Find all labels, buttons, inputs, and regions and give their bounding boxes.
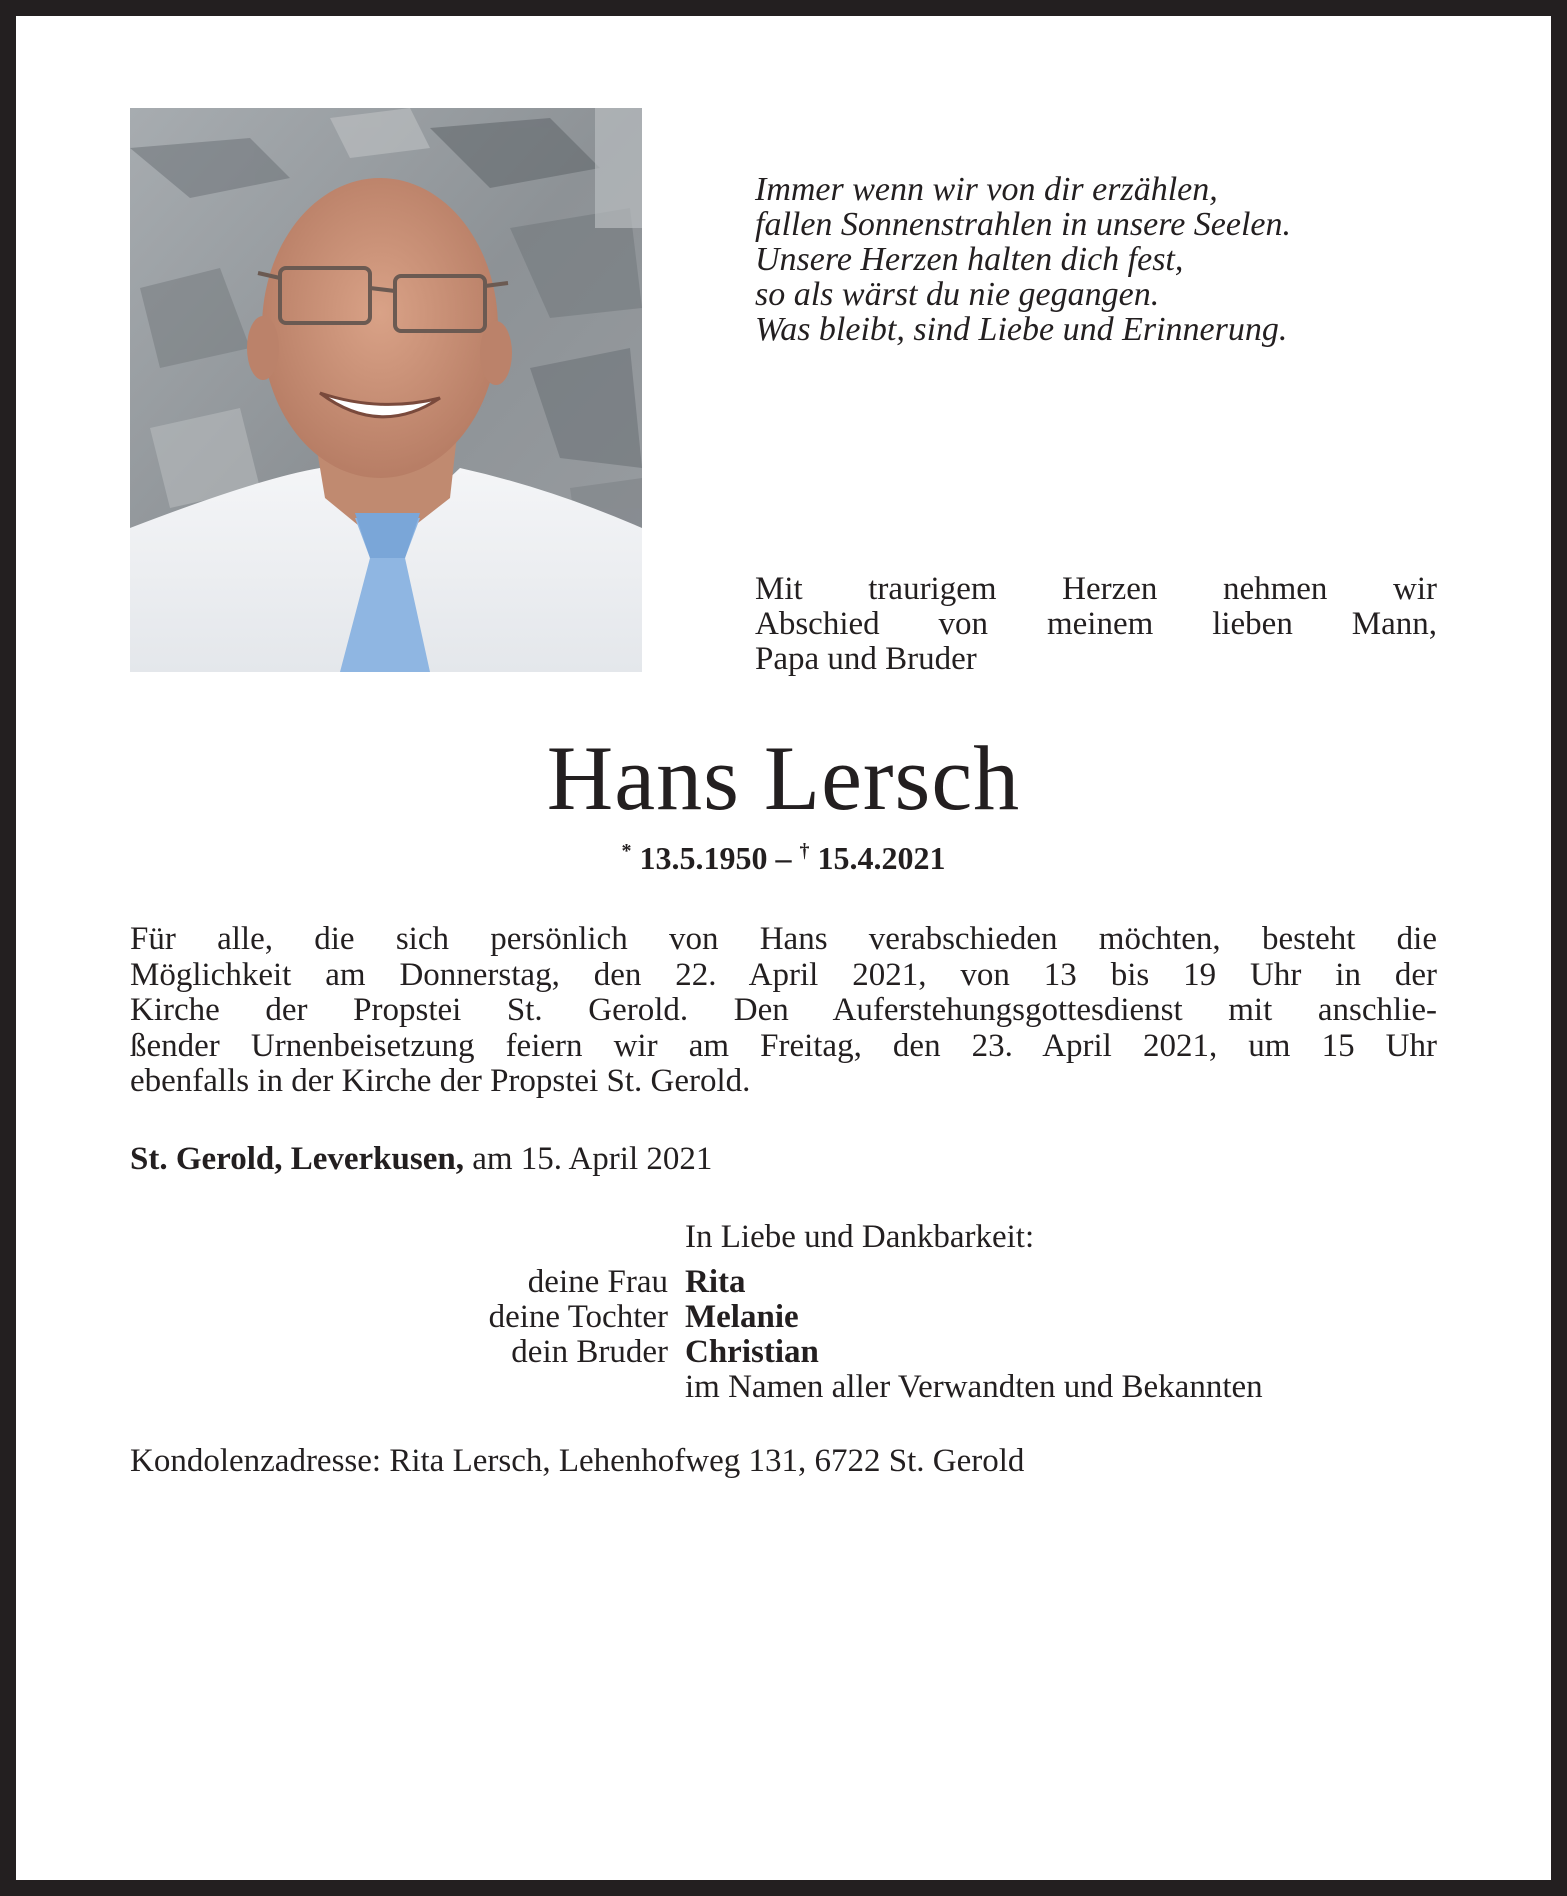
mourners-intro-row — [16, 1220, 1551, 1265]
announcement-text — [130, 922, 1437, 1100]
date: am 15. April 2021 — [472, 1141, 713, 1177]
mourners-list — [16, 1220, 1551, 1405]
birth-date: 13.5.1950 — [639, 840, 768, 876]
poem-line: fallen Sonnenstrahlen in unsere Seelen. — [755, 206, 1292, 243]
curtain — [595, 108, 642, 228]
birth-star-icon: * — [621, 840, 632, 862]
announcement-line: Für alle, die sich persönlich von Hans verabschieden möchten, besteht die — [130, 921, 1437, 957]
obituary-notice — [16, 16, 1551, 1880]
mourner-name: Christian — [685, 1334, 819, 1370]
deceased-name: Hans Lersch — [546, 727, 1021, 829]
announcement-line: Möglichkeit am Donnerstag, den 22. April 2021, von 13 bis 19 Uhr in der — [130, 956, 1437, 993]
mourner-relation: deine Frau — [527, 1264, 668, 1300]
mourner-row — [16, 1300, 1551, 1335]
mourners-intro: In Liebe und Dankbarkeit: — [685, 1219, 1035, 1255]
place-and-date — [130, 1139, 712, 1179]
death-date: 15.4.2021 — [817, 840, 946, 876]
poem-line: Unsere Herzen halten dich fest, — [755, 241, 1184, 278]
mourner-row — [16, 1265, 1551, 1300]
place: St. Gerold, Leverkusen, — [130, 1141, 464, 1177]
announcement-line: Kirche der Propstei St. Gerold. Den Auferstehungsgottesdienst mit anschlie- — [130, 992, 1437, 1028]
head — [262, 178, 498, 478]
farewell-line: Mit traurigem Herzen nehmen wir — [755, 571, 1437, 607]
death-cross-icon: † — [799, 840, 810, 862]
memorial-poem — [755, 172, 1455, 347]
ear-right — [480, 321, 512, 385]
farewell-line: Papa und Bruder — [755, 641, 977, 677]
poem-line: Immer wenn wir von dir erzählen, — [755, 171, 1218, 208]
life-dates — [16, 831, 1551, 878]
mourner-relation: deine Tochter — [488, 1299, 668, 1335]
date-separator: – — [775, 840, 792, 876]
announcement-line: ebenfalls in der Kirche der Propstei St. Gerold. — [130, 1063, 751, 1099]
mourner-row — [16, 1335, 1551, 1370]
farewell-line: Abschied von meinem lieben Mann, — [755, 606, 1437, 642]
announcement-line: ßender Urnenbeisetzung feiern wir am Freitag, den 23. April 2021, um 15 Uhr — [130, 1027, 1437, 1064]
mourners-closing: im Namen aller Verwandten und Bekannten — [685, 1369, 1263, 1405]
mourners-closing-row — [16, 1370, 1551, 1405]
ear-left — [247, 316, 279, 380]
mourner-relation: dein Bruder — [511, 1334, 668, 1370]
poem-line: so als wärst du nie gegangen. — [755, 276, 1160, 313]
farewell-text — [755, 572, 1437, 677]
portrait-illustration — [130, 108, 642, 672]
portrait-photo — [130, 108, 642, 672]
mourner-name: Rita — [685, 1264, 746, 1300]
mourner-name: Melanie — [685, 1299, 799, 1335]
condolence-address: Kondolenzadresse: Rita Lersch, Lehenhofweg 131, 6722 St. Gerold — [130, 1443, 1025, 1479]
poem-line: Was bleibt, sind Liebe und Erinnerung. — [755, 311, 1288, 348]
